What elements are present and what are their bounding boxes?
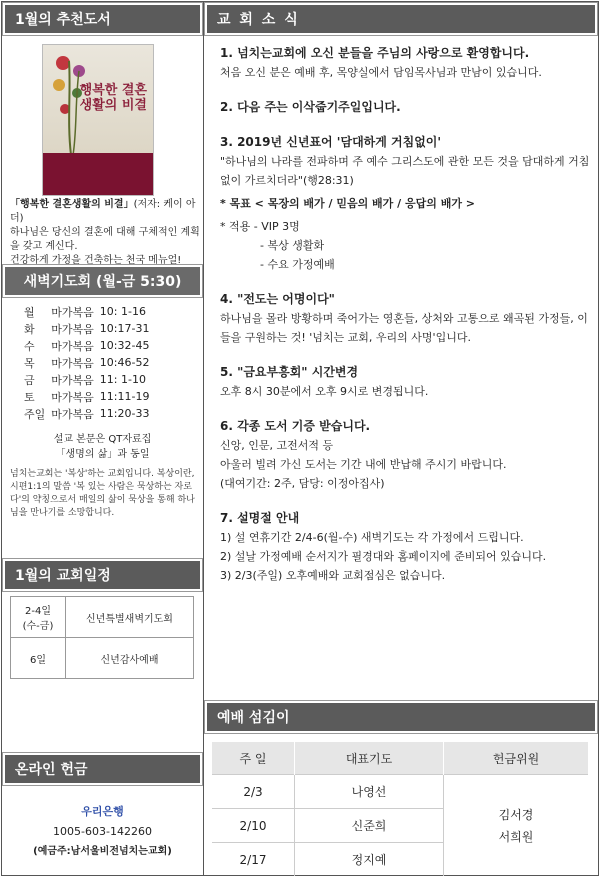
prayer-day: 월 <box>24 305 35 319</box>
news-item-5-body: 오후 8시 30분에서 오후 9시로 변경됩니다. <box>220 385 429 398</box>
table-row <box>24 388 155 405</box>
bank-name: 우리은행 <box>81 805 124 818</box>
offering-member-2: 서희원 <box>498 829 534 844</box>
table-row <box>24 405 155 422</box>
account-number: 1005-603-142260 <box>53 825 152 838</box>
column-header-week: 주 일 <box>212 742 295 775</box>
prayer-verse: 11: 1-10 <box>99 373 146 386</box>
table-header-row <box>212 742 588 775</box>
account-holder: (예금주:남서울비전넘치는교회) <box>33 846 172 857</box>
book-description <box>10 198 200 268</box>
news-item-3-apply: * 적용 - VIP 3명 <box>220 220 300 233</box>
service-prayer-name: 신준희 <box>295 809 444 843</box>
prayer-day: 목 <box>24 356 35 370</box>
news-item-7-title: 7. 설명절 안내 <box>220 511 300 525</box>
service-table <box>212 742 588 876</box>
news-item-1-body: 처음 오신 분은 예배 후, 목양실에서 담임목사님과 만남이 있습니다. <box>220 66 542 79</box>
book-cover-title: 행복한 결혼생활의 비결 <box>79 83 147 113</box>
news-item-5-title: 5. "금요부흥회" 시간변경 <box>220 365 359 379</box>
bok-sang-description: 넘치는교회는 '복상'하는 교회입니다. 복상이란, 시편1:1의 말씀 '복 있는 사람은 묵상하는 자로다'의 약칭으로서 매일의 삶이 묵상을 통해 하나님을 만나기를 소망합니다. <box>10 469 195 518</box>
table-row <box>24 371 155 388</box>
news-item-3-apply-2: - 복상 생활화 <box>260 239 325 252</box>
news-item-3-body: "하나님의 나라를 전파하며 주 예수 그리스도에 관한 모든 것을 담대하게 거침없이 가르치더라"(행28:31) <box>220 155 590 187</box>
schedule-header <box>2 558 203 592</box>
schedule-date: 2-4일 (수-금) <box>11 597 66 638</box>
prayer-verse: 10:46-52 <box>99 356 150 369</box>
left-column <box>2 2 204 875</box>
prayer-day: 토 <box>24 390 35 404</box>
news-item-2-title: 2. 다음 주는 이삭줍기주일입니다. <box>220 100 401 114</box>
prayer-book: 마가복음 <box>51 322 94 336</box>
schedule-date: 6일 <box>11 638 66 679</box>
news-list <box>220 44 592 585</box>
note-line-2: 「생명의 삶」과 동일 <box>55 449 150 460</box>
table-row <box>11 597 194 638</box>
schedule-table <box>10 596 194 679</box>
news-item-1-title: 1. 넘치는교회에 오신 분들을 주님의 사랑으로 환영합니다. <box>220 46 530 60</box>
news-item-4-title: 4. "전도는 어명이다" <box>220 292 335 306</box>
prayer-book: 마가복음 <box>51 356 94 370</box>
prayer-day: 화 <box>24 322 35 336</box>
news-item-6-title: 6. 각종 도서 기증 받습니다. <box>220 419 371 433</box>
prayer-book: 마가복음 <box>51 390 94 404</box>
service-header <box>204 700 598 734</box>
schedule-event: 신년특별새벽기도회 <box>66 597 194 638</box>
service-date: 2/10 <box>212 809 295 843</box>
book-header <box>2 2 203 36</box>
service-prayer-name: 정지예 <box>295 843 444 877</box>
book-desc-1: 하나님은 당신의 결혼에 대해 구체적인 계획을 갖고 계신다. <box>10 227 200 252</box>
book-cover-image <box>42 44 154 196</box>
prayer-verse: 10: 1-16 <box>99 305 146 318</box>
prayer-verse: 11:11-19 <box>99 390 150 403</box>
dawn-prayer-note <box>2 432 203 462</box>
news-header-text: 교 회 소 식 <box>207 5 595 33</box>
offering-members <box>444 775 589 877</box>
table-row <box>11 638 194 679</box>
book-cover-band <box>43 153 153 195</box>
prayer-book: 마가복음 <box>51 305 94 319</box>
bulletin-page <box>1 1 599 876</box>
prayer-verse: 10:17-31 <box>99 322 150 335</box>
table-row <box>24 337 155 354</box>
prayer-verse: 10:32-45 <box>99 339 150 352</box>
news-item-3-title: 3. 2019년 신년표어 '담대하게 거침없이' <box>220 135 442 149</box>
prayer-day: 주일 <box>24 407 46 421</box>
news-header <box>204 2 598 36</box>
prayer-book: 마가복음 <box>51 373 94 387</box>
book-author: (저자: 케이 아더) <box>10 199 196 224</box>
prayer-day: 수 <box>24 339 35 353</box>
news-item-6-body-1: 신앙, 인문, 고전서적 등 <box>220 439 334 452</box>
table-row <box>24 303 155 320</box>
news-item-4-body: 하나님을 몰라 방황하며 죽어가는 영혼들, 상처와 고통으로 왜곡된 가정들, 이들을 구원하는 것! '넘치는 교회, 우리의 사명'입니다. <box>220 312 588 344</box>
offering-header <box>2 752 203 786</box>
column-header-prayer: 대표기도 <box>295 742 444 775</box>
book-header-text: 1월의 추천도서 <box>5 5 200 33</box>
news-item-6-body-2: 아울러 빌려 가신 도서는 기간 내에 반납해 주시기 바랍니다. <box>220 458 507 471</box>
news-item-6-body-3: (대여기간: 2주, 담당: 이정아집사) <box>220 477 385 490</box>
column-header-offering: 헌금위원 <box>444 742 589 775</box>
service-header-text: 예배 섬김이 <box>207 703 595 731</box>
dawn-prayer-header <box>2 264 203 298</box>
table-row <box>24 354 155 371</box>
news-item-3-goal: * 목표 < 목장의 배가 / 믿음의 배가 / 응답의 배가 > <box>220 197 475 210</box>
table-row <box>24 320 155 337</box>
news-item-7-line-2: 2) 설날 가정예배 순서지가 필경대와 홈페이지에 준비되어 있습니다. <box>220 550 547 563</box>
prayer-day: 금 <box>24 373 35 387</box>
prayer-book: 마가복음 <box>51 339 94 353</box>
note-line-1: 설교 본문은 QT자료집 <box>53 434 152 445</box>
dawn-prayer-header-text: 새벽기도회 (월-금 5:30) <box>5 267 200 295</box>
offering-member-1: 김서경 <box>498 807 534 822</box>
dawn-prayer-table <box>24 303 155 422</box>
schedule-event: 신년감사예배 <box>66 638 194 679</box>
offering-info <box>2 802 203 862</box>
prayer-book: 마가복음 <box>51 407 94 421</box>
right-column <box>204 2 598 875</box>
service-date: 2/3 <box>212 775 295 809</box>
book-desc-2: 건강하게 가정을 건축하는 천국 메뉴얼! <box>10 255 182 266</box>
news-item-3-apply-3: - 수요 가정예배 <box>260 258 335 271</box>
offering-header-text: 온라인 헌금 <box>5 755 200 783</box>
news-item-7-line-3: 3) 2/3(주일) 오후예배와 교회점심은 없습니다. <box>220 569 446 582</box>
service-date: 2/17 <box>212 843 295 877</box>
schedule-header-text: 1월의 교회일정 <box>5 561 200 589</box>
service-prayer-name: 나영선 <box>295 775 444 809</box>
news-item-7-line-1: 1) 설 연휴기간 2/4-6(월-수) 새벽기도는 각 가정에서 드립니다. <box>220 531 524 544</box>
book-title: 「행복한 결혼생활의 비결」 <box>10 199 134 210</box>
prayer-verse: 11:20-33 <box>99 407 150 420</box>
table-row <box>212 775 588 809</box>
